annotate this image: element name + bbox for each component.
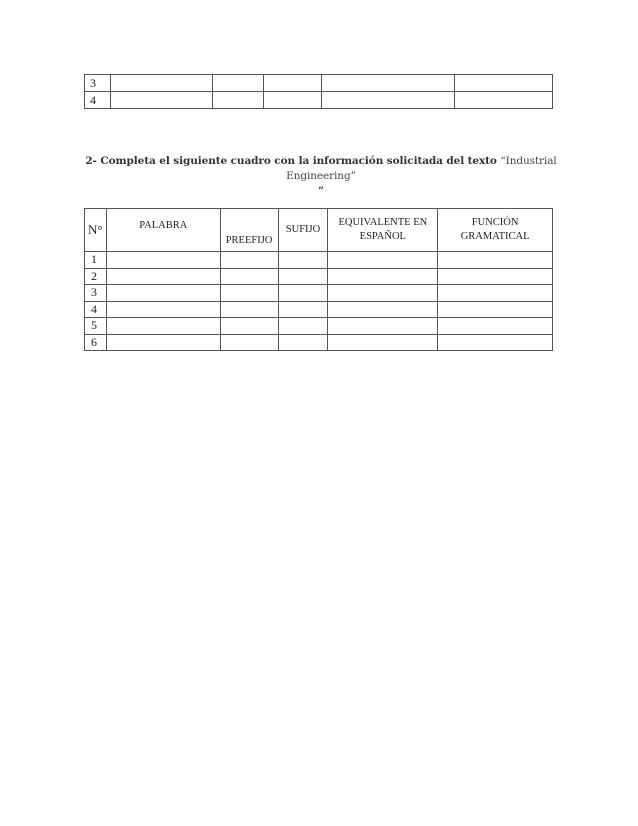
table-cell (328, 301, 438, 318)
row-number: 1 (85, 252, 107, 269)
table-cell (106, 318, 220, 335)
table-cell (264, 92, 321, 109)
table-cell (110, 75, 212, 92)
table-cell (438, 285, 553, 302)
header-equivalente-line2: ESPAÑOL (359, 231, 406, 242)
header-funcion-line1: FUNCIÓN (471, 217, 519, 228)
table-cell (438, 301, 553, 318)
row-number: 3 (85, 75, 111, 92)
table-cell (220, 285, 278, 302)
instruction-quoted-title: “Industrial Engineering” (286, 155, 557, 182)
row-number: 4 (85, 92, 111, 109)
header-funcion-line2: GRAMATICAL (460, 231, 530, 242)
table-row (85, 268, 553, 285)
instruction-main: 2- Completa el siguiente cuadro con la información solicitada del texto (85, 155, 501, 167)
table-cell (328, 268, 438, 285)
table-cell (438, 318, 553, 335)
table-cell (438, 268, 553, 285)
table-cell (220, 268, 278, 285)
table-cell (438, 252, 553, 269)
header-prefijo: PREEFIJO (220, 209, 278, 252)
table-row (85, 301, 553, 318)
table-cell (220, 318, 278, 335)
table-cell (106, 334, 220, 351)
instruction-text (84, 154, 558, 199)
table-cell (438, 334, 553, 351)
table-cell (455, 92, 553, 109)
row-number: 6 (85, 334, 107, 351)
table-cell (110, 92, 212, 109)
header-funcion (438, 209, 553, 252)
table-cell (220, 334, 278, 351)
table-cell (321, 92, 455, 109)
table-cell (328, 318, 438, 335)
table-cell (278, 252, 328, 269)
table-cell (106, 285, 220, 302)
header-palabra: PALABRA (106, 209, 220, 252)
table-cell (264, 75, 321, 92)
header-equivalente (328, 209, 438, 252)
table-cell (278, 334, 328, 351)
table-cell (213, 75, 264, 92)
row-number: 5 (85, 318, 107, 335)
table-row (85, 318, 553, 335)
table-cell (455, 75, 553, 92)
table-cell (106, 252, 220, 269)
table-cell (278, 318, 328, 335)
table-cell (321, 75, 455, 92)
table-cell (220, 252, 278, 269)
table-cell (278, 268, 328, 285)
table-cell (213, 92, 264, 109)
table-row (85, 285, 553, 302)
row-number: 3 (85, 285, 107, 302)
table-cell (106, 301, 220, 318)
table-cell (278, 301, 328, 318)
table-cell (328, 334, 438, 351)
table-cell (278, 285, 328, 302)
header-row (85, 209, 553, 252)
header-sufijo: SUFIJO (278, 209, 328, 252)
row-number: 4 (85, 301, 107, 318)
row-number: 2 (85, 268, 107, 285)
table-cell (328, 285, 438, 302)
table-row (85, 334, 553, 351)
vocabulary-table (84, 208, 553, 351)
header-number: N° (85, 209, 107, 252)
table-cell (328, 252, 438, 269)
table-row (85, 92, 553, 109)
header-equivalente-line1: EQUIVALENTE EN (338, 217, 428, 228)
table-row (85, 75, 553, 92)
table-row (85, 252, 553, 269)
top-table (84, 74, 553, 109)
table-cell (106, 268, 220, 285)
instruction-closing-quote: ” (318, 185, 324, 197)
table-cell (220, 301, 278, 318)
